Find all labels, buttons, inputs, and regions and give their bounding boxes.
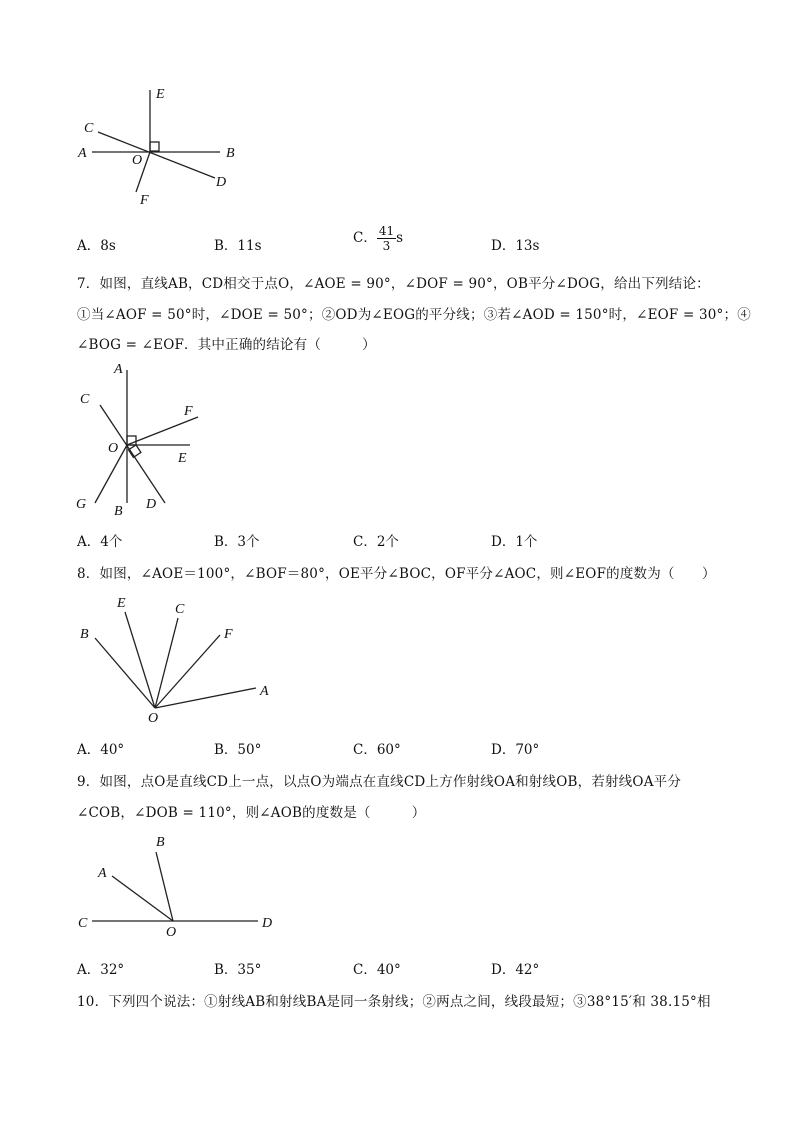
fig6-label-c: C: [84, 121, 94, 136]
fraction-denominator: 3: [382, 239, 391, 253]
q6-option-c-fraction: [377, 225, 396, 252]
q9-option-a[interactable]: A．32°: [77, 962, 125, 978]
q7-option-d[interactable]: D．1个: [491, 534, 538, 550]
q7-stem-line2: ①当∠AOF = 50°时，∠DOE = 50°；②OD为∠EOG的平分线；③若∠AOD = 150°时，∠EOF = 30°；④: [77, 307, 751, 323]
q6-figure: [70, 80, 270, 215]
fig9-label-b: B: [156, 835, 165, 850]
q6-option-c[interactable]: [353, 225, 403, 252]
fig6-label-e: E: [156, 87, 165, 102]
q9-figure: [70, 830, 285, 940]
q9-option-d[interactable]: D．42°: [491, 962, 540, 978]
fig7-label-o: O: [108, 441, 119, 456]
q6-option-d[interactable]: D．13s: [491, 238, 540, 254]
q7-option-b[interactable]: B．3个: [214, 534, 260, 550]
q9-option-b[interactable]: B．35°: [214, 962, 262, 978]
q8-figure: [70, 590, 280, 730]
fig8-label-a: A: [260, 684, 269, 699]
fig7-label-a: A: [114, 362, 123, 377]
fig7-label-f: F: [184, 404, 193, 419]
q7-option-a[interactable]: A．4个: [77, 534, 123, 550]
fig9-label-d: D: [262, 916, 273, 931]
fraction-numerator: 41: [378, 224, 395, 238]
fig8-label-c: C: [175, 602, 185, 617]
q9-stem-line2: ∠COB，∠DOB = 110°，则∠AOB的度数是（ ）: [77, 805, 426, 821]
fig6-label-a: A: [78, 146, 87, 161]
fig6-label-o: O: [132, 153, 143, 168]
q7-option-c[interactable]: C．2个: [353, 534, 399, 550]
q6-option-c-unit: s: [396, 230, 404, 246]
fig6-label-b: B: [226, 146, 235, 161]
fig8-label-o: O: [148, 711, 159, 726]
q10-stem-line1: 10．下列四个说法：①射线AB和射线BA是同一条射线；②两点之间，线段最短；③38°15′和 38.15°相: [77, 994, 711, 1010]
fig9-label-c: C: [78, 916, 88, 931]
fig6-label-f: F: [140, 193, 149, 208]
fig8-label-e: E: [117, 596, 126, 611]
q8-stem-line1: 8．如图，∠AOE＝100°，∠BOF＝80°，OE平分∠BOC，OF平分∠AOC，则∠EOF的度数为（ ）: [77, 566, 716, 582]
fig8-label-b: B: [80, 627, 89, 642]
fig9-label-a: A: [98, 866, 107, 881]
fig6-label-d: D: [216, 175, 227, 190]
fig7-label-c: C: [80, 392, 90, 407]
fig7-label-d: D: [146, 497, 157, 512]
q8-option-c[interactable]: C．60°: [353, 742, 401, 758]
fig9-label-o: O: [166, 925, 177, 940]
q6-option-a[interactable]: A．8s: [77, 238, 116, 254]
q7-stem-line1: 7．如图，直线AB，CD相交于点O，∠AOE = 90°，∠DOF = 90°，OB平分∠DOG，给出下列结论：: [77, 276, 710, 292]
q9-option-c[interactable]: C．40°: [353, 962, 401, 978]
fig7-label-e: E: [178, 451, 187, 466]
q8-option-d[interactable]: D．70°: [491, 742, 540, 758]
q6-option-c-prefix: C．: [353, 230, 377, 246]
q8-option-a[interactable]: A．40°: [77, 742, 125, 758]
fig8-label-f: F: [224, 627, 233, 642]
q7-stem-line3: ∠BOG = ∠EOF．其中正确的结论有（ ）: [77, 337, 376, 353]
q8-option-b[interactable]: B．50°: [214, 742, 262, 758]
fig7-label-g: G: [76, 497, 87, 512]
q9-stem-line1: 9．如图，点O是直线CD上一点，以点O为端点在直线CD上方作射线OA和射线OB，若射线OA平分: [77, 774, 682, 790]
q7-figure: [70, 355, 210, 525]
fig7-label-b: B: [114, 504, 123, 519]
q6-option-b[interactable]: B．11s: [214, 238, 262, 254]
